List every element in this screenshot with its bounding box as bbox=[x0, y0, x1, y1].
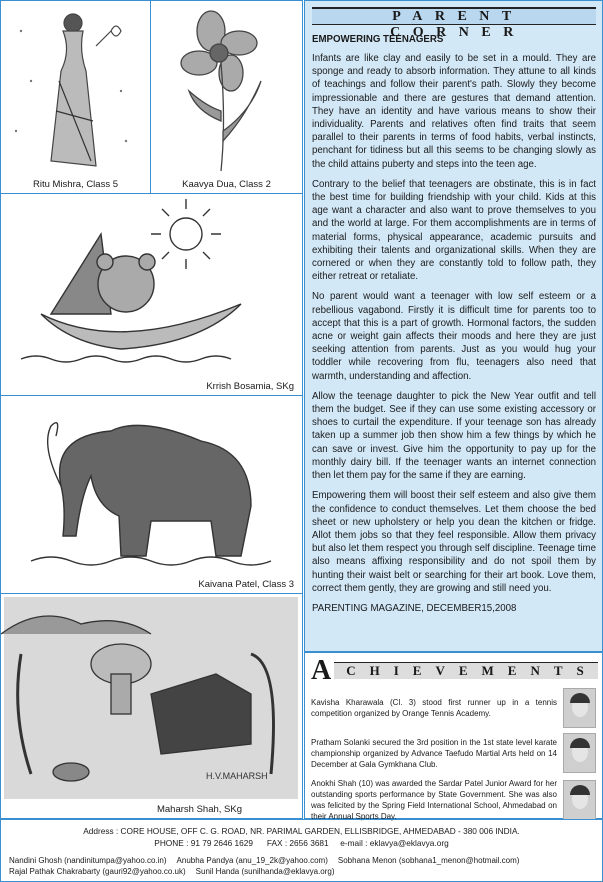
achievement-text: Pratham Solanki secured the 3rd position in the 1st state level karate championship organized by Advance Taefudo Martial Arts held on 14 December at Gala Gymkhana Club. bbox=[311, 737, 557, 769]
artwork-kaivana-patel bbox=[0, 395, 303, 594]
artwork-krrish-bosamia bbox=[0, 193, 303, 396]
achievement-item bbox=[311, 688, 596, 728]
student-photo bbox=[563, 780, 596, 820]
student-photo bbox=[563, 688, 596, 728]
artwork-caption: Kaavya Dua, Class 2 bbox=[182, 179, 271, 190]
contact: Anubha Pandya (anu_19_2k@yahoo.com) bbox=[176, 856, 328, 865]
student-photo bbox=[563, 733, 596, 773]
achievement-text: Kavisha Kharawala (Cl. 3) stood first runner up in a tennis competition organized by Orange Tennis Academy. bbox=[311, 698, 557, 718]
fax: FAX : 2656 3681 bbox=[266, 837, 329, 848]
drawing-bear-in-boat bbox=[1, 194, 301, 379]
article-paragraph: Contrary to the belief that teenagers are obstinate, this is in fact the best time for building friendship with your child. Kids at this age want a character and also want to prove themselves to you and the world at large. For them accomplishments are in terms of material forms, physical appearance, academic pursuits and exhibiting their talents and organizational skills. When they are cornered or when they are constantly told to follow path, they either retreat or retaliate. bbox=[312, 178, 596, 283]
achievements-heading bbox=[311, 655, 598, 686]
artwork-ritu-mishra bbox=[0, 0, 151, 194]
artwork-signature: H.V.MAHARSH bbox=[206, 771, 268, 781]
email-link[interactable]: e-mail : eklavya@eklavya.org bbox=[340, 837, 449, 848]
heading-initial: A bbox=[311, 655, 332, 686]
drawing-hut-and-sea bbox=[1, 594, 301, 804]
article-source: PARENTING MAGAZINE, DECEMBER15,2008 bbox=[312, 602, 517, 614]
achievement-item bbox=[311, 778, 596, 822]
artwork-maharsh-shah bbox=[0, 593, 303, 819]
achievements-panel bbox=[304, 652, 603, 819]
parent-corner-heading: PARENT CORNER bbox=[312, 7, 596, 25]
phone: PHONE : 91 79 2646 1629 bbox=[154, 837, 253, 848]
achievement-text: Anokhi Shah (10) was awarded the Sardar Patel Junior Award for her outstanding sports performance by State Government. She was also was felicited by the Spring Field International School, Ahmedabad on their Annual Sports Day. bbox=[311, 779, 557, 821]
parent-corner-panel bbox=[304, 0, 603, 652]
article-paragraph: Empowering them will boost their self esteem and also give them the confidence to conduct themselves. Let them choose the bed sheet or new upholstery or help you dean the kitchen or fridge. Allot them jobs so that they feel responsible. Allow them privacy but also let them respect you through self discipline. Teenage time also means affixing responsibility and do not spoil them by hunting their waist belt or searching for their art book. Love them, correct them gently, they are growing and still need you. bbox=[312, 490, 596, 594]
drawing-flower bbox=[151, 1, 301, 176]
artwork-caption: Krrish Bosamia, SKg bbox=[206, 381, 294, 392]
contact: Nandini Ghosh (nandinitumpa@yahoo.co.in) bbox=[9, 856, 167, 865]
artwork-caption: Maharsh Shah, SKg bbox=[156, 804, 242, 815]
footer bbox=[0, 819, 603, 882]
article-paragraph: Allow the teenage daughter to pick the New Year outfit and tell them the budget. See if they can use some existing accessory or shoes to curtail the expenditure. If your teenage son has already taken up a summer job then show him a few things by which he can save or invest. Give him the opportunity to pay up for the monthly dairy bill. If the teenager wants an internet connection then let them pay for the same if they are earning. bbox=[312, 390, 596, 482]
article-title: EMPOWERING TEENAGERS bbox=[312, 34, 444, 45]
drawing-elephant bbox=[1, 396, 301, 576]
artwork-caption: Ritu Mishra, Class 5 bbox=[33, 179, 118, 190]
artwork-kaavya-dua bbox=[150, 0, 303, 194]
article-paragraph: Infants are like clay and easily to be set in a mould. They are sponge and ready to absorb information. They attune to all kinds of teachings and follow their parent's path. Slowly they become impressionable and there are gestures that demand attention. They have an identity and have various means to show their individuality. Parents and relatives often find traits that seem parallel to their parents in terms of food habits, verbal instincts, penchant for tidiness but all this seems to be changing slowly as the child attains puberty and steps into the teen age. bbox=[312, 53, 596, 170]
heading-rest: CHIEVEMENTS bbox=[334, 662, 598, 679]
artwork-caption: Kaivana Patel, Class 3 bbox=[198, 579, 294, 590]
drawing-lady-with-flower bbox=[1, 1, 149, 176]
contact: Sobhana Menon (sobhana1_menon@hotmail.com) bbox=[337, 856, 520, 865]
contact: Rajal Pathak Chakrabarty (gauri92@yahoo.co.uk) bbox=[9, 867, 186, 876]
contact: Sunil Handa (sunilhanda@eklavya.org) bbox=[195, 867, 335, 876]
article-paragraph: No parent would want a teenager with low self esteem or a rebellious vagabond. Firstly it is difficult time for parents too to accept that this is a part of growth. Hormonal factors, the sudden acne or weight gain affects their moods and here they are just seeking attention from parents. Just as you would hug your toddler while recovering from flu, teenagers also need that warmth, understanding and affection. bbox=[312, 291, 596, 382]
address: Address : CORE HOUSE, OFF C. G. ROAD, NR. PARIMAL GARDEN, ELLISBRIDGE, AHMEDABAD - 380 006 INDIA. bbox=[83, 826, 520, 836]
achievement-item bbox=[311, 733, 596, 773]
